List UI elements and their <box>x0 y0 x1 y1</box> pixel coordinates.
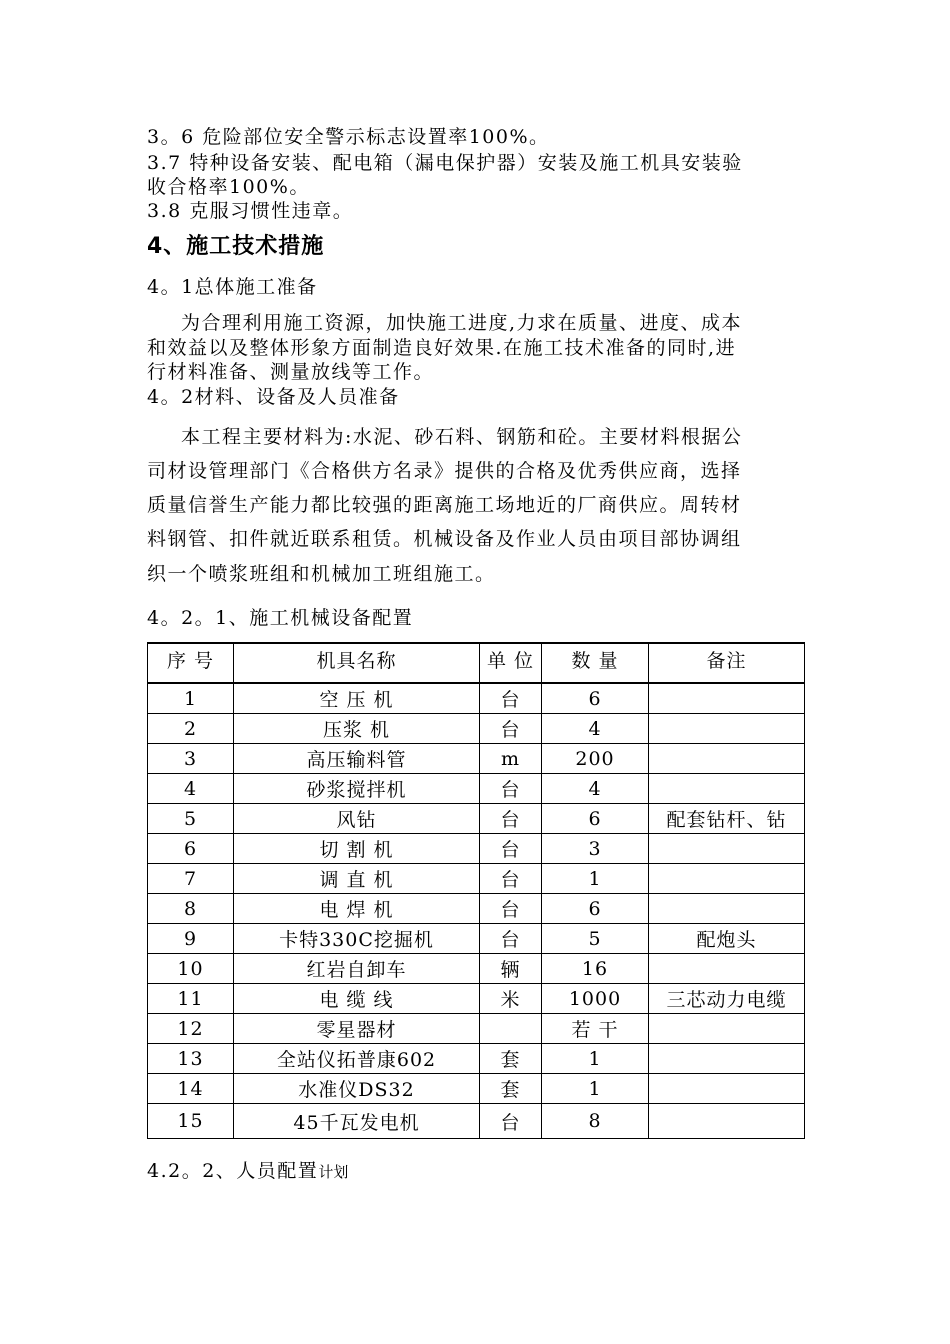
subsection-title-4-2-2-main: 4.2。2、人员配置 <box>147 1160 319 1182</box>
table-row <box>148 954 805 984</box>
paragraph-4-2-line-2: 司材设管理部门《合格供方名录》提供的合格及优秀供应商，选择 <box>147 460 742 482</box>
cell-no: 6 <box>148 834 234 864</box>
subsection-title-4-1: 4。1总体施工准备 <box>147 276 318 298</box>
cell-unit: 台 <box>480 774 542 804</box>
table-row <box>148 804 805 834</box>
cell-note <box>649 714 805 744</box>
paragraph-4-1-line-2: 和效益以及整体形象方面制造良好效果.在施工技术准备的同时,进 <box>147 337 737 359</box>
cell-no: 13 <box>148 1044 234 1074</box>
cell-unit: 台 <box>480 714 542 744</box>
cell-note <box>649 1074 805 1104</box>
table-row <box>148 774 805 804</box>
cell-unit: 套 <box>480 1044 542 1074</box>
header-name: 机具名称 <box>234 643 480 683</box>
paragraph-4-2-line-1: 本工程主要材料为:水泥、砂石料、钢筋和砼。主要材料根据公 <box>181 426 743 448</box>
paragraph-4-1-line-3: 行材料准备、测量放线等工作。 <box>147 361 435 383</box>
text-line-3-6: 3。6 危险部位安全警示标志设置率100%。 <box>147 126 550 148</box>
cell-note <box>649 774 805 804</box>
cell-name: 红岩自卸车 <box>234 954 480 984</box>
cell-note <box>649 834 805 864</box>
table-row <box>148 744 805 774</box>
paragraph-4-1-line-1: 为合理利用施工资源，加快施工进度,力求在质量、进度、成本 <box>181 312 743 334</box>
cell-qty: 1 <box>542 1074 649 1104</box>
cell-unit: 台 <box>480 894 542 924</box>
text-line-3-7: 3.7 特种设备安装、配电箱（漏电保护器）安装及施工机具安装验 <box>147 152 743 174</box>
cell-qty: 16 <box>542 954 649 984</box>
cell-qty: 6 <box>542 894 649 924</box>
table-row <box>148 1044 805 1074</box>
cell-qty: 1 <box>542 1044 649 1074</box>
subsection-title-4-2-1: 4。2。1、施工机械设备配置 <box>147 607 414 629</box>
cell-unit: m <box>480 744 542 774</box>
cell-name: 风钻 <box>234 804 480 834</box>
cell-qty: 1 <box>542 864 649 894</box>
cell-note <box>649 683 805 714</box>
cell-note: 配炮头 <box>649 924 805 954</box>
cell-note <box>649 744 805 774</box>
cell-qty: 6 <box>542 804 649 834</box>
table-header-row <box>148 643 805 683</box>
table-row <box>148 1014 805 1044</box>
cell-qty: 若 干 <box>542 1014 649 1044</box>
cell-qty: 5 <box>542 924 649 954</box>
cell-no: 1 <box>148 683 234 714</box>
cell-name: 高压输料管 <box>234 744 480 774</box>
text-line-3-7-cont: 收合格率100%。 <box>147 176 310 198</box>
cell-unit: 辆 <box>480 954 542 984</box>
header-no: 序 号 <box>148 643 234 683</box>
cell-note: 三芯动力电缆 <box>649 984 805 1014</box>
header-unit: 单 位 <box>480 643 542 683</box>
cell-qty: 3 <box>542 834 649 864</box>
cell-no: 12 <box>148 1014 234 1044</box>
subsection-title-4-2-2 <box>147 1158 348 1185</box>
text-line-3-8: 3.8 克服习惯性违章。 <box>147 200 354 222</box>
cell-name: 电 缆 线 <box>234 984 480 1014</box>
table-row <box>148 714 805 744</box>
cell-name: 全站仪拓普康602 <box>234 1044 480 1074</box>
cell-unit: 米 <box>480 984 542 1014</box>
cell-no: 5 <box>148 804 234 834</box>
cell-qty: 6 <box>542 683 649 714</box>
cell-unit <box>480 1014 542 1044</box>
cell-note <box>649 864 805 894</box>
cell-qty: 8 <box>542 1104 649 1139</box>
cell-note <box>649 1044 805 1074</box>
cell-unit: 台 <box>480 683 542 714</box>
cell-name: 45千瓦发电机 <box>234 1104 480 1139</box>
cell-name: 压浆 机 <box>234 714 480 744</box>
cell-unit: 台 <box>480 924 542 954</box>
cell-qty: 200 <box>542 744 649 774</box>
cell-name: 空 压 机 <box>234 683 480 714</box>
cell-no: 11 <box>148 984 234 1014</box>
paragraph-4-2-line-4: 料钢管、扣件就近联系租赁。机械设备及作业人员由项目部协调组 <box>147 528 742 550</box>
cell-no: 8 <box>148 894 234 924</box>
cell-no: 10 <box>148 954 234 984</box>
cell-qty: 1000 <box>542 984 649 1014</box>
cell-no: 2 <box>148 714 234 744</box>
cell-note: 配套钻杆、钻 <box>649 804 805 834</box>
cell-note <box>649 894 805 924</box>
table-row <box>148 924 805 954</box>
subsection-title-4-2: 4。2材料、设备及人员准备 <box>147 386 400 408</box>
cell-name: 卡特330C挖掘机 <box>234 924 480 954</box>
cell-no: 14 <box>148 1074 234 1104</box>
cell-unit: 台 <box>480 1104 542 1139</box>
table-row <box>148 1074 805 1104</box>
section-heading-4: 4、施工技术措施 <box>147 234 325 259</box>
header-note: 备注 <box>649 643 805 683</box>
cell-unit: 台 <box>480 804 542 834</box>
subsection-title-4-2-2-suffix: 计划 <box>318 1163 349 1181</box>
table-row <box>148 894 805 924</box>
cell-name: 砂浆搅拌机 <box>234 774 480 804</box>
cell-unit: 台 <box>480 834 542 864</box>
paragraph-4-2-line-3: 质量信誉生产能力都比较强的距离施工场地近的厂商供应。周转材 <box>147 494 742 516</box>
cell-name: 零星器材 <box>234 1014 480 1044</box>
cell-no: 4 <box>148 774 234 804</box>
equipment-table <box>147 642 805 1139</box>
cell-no: 3 <box>148 744 234 774</box>
cell-name: 水准仪DS32 <box>234 1074 480 1104</box>
table-row <box>148 864 805 894</box>
cell-no: 9 <box>148 924 234 954</box>
cell-unit: 台 <box>480 864 542 894</box>
cell-qty: 4 <box>542 774 649 804</box>
cell-qty: 4 <box>542 714 649 744</box>
table-row <box>148 683 805 714</box>
table-row <box>148 984 805 1014</box>
cell-no: 7 <box>148 864 234 894</box>
cell-name: 切 割 机 <box>234 834 480 864</box>
table-row <box>148 834 805 864</box>
cell-note <box>649 954 805 984</box>
cell-no: 15 <box>148 1104 234 1139</box>
table-row <box>148 1104 805 1139</box>
cell-name: 电 焊 机 <box>234 894 480 924</box>
cell-note <box>649 1014 805 1044</box>
cell-name: 调 直 机 <box>234 864 480 894</box>
cell-note <box>649 1104 805 1139</box>
header-qty: 数 量 <box>542 643 649 683</box>
cell-unit: 套 <box>480 1074 542 1104</box>
paragraph-4-2-line-5: 织一个喷浆班组和机械加工班组施工。 <box>147 563 496 585</box>
